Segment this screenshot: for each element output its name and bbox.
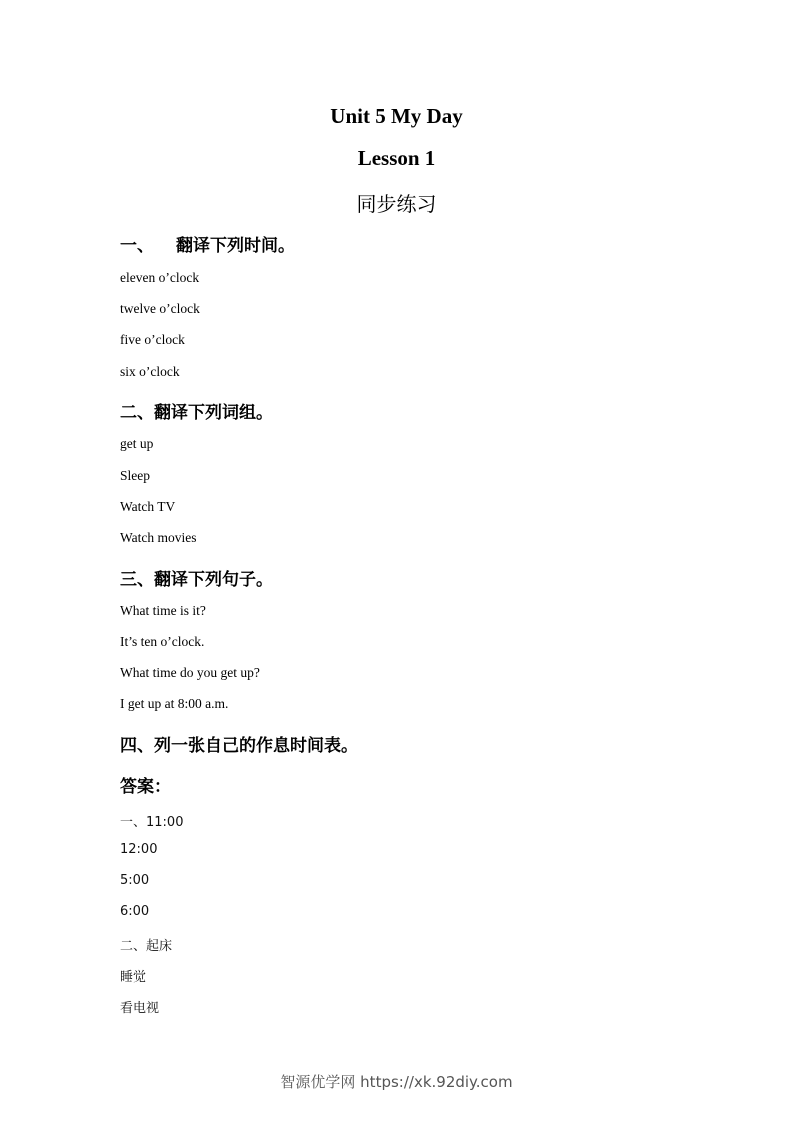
- answer-line: 5:00: [120, 873, 150, 888]
- section-2-item: Watch TV: [120, 499, 176, 514]
- section-1-item: twelve o’clock: [120, 301, 200, 316]
- answer-line: 6:00: [120, 904, 150, 919]
- section-2-item: Watch movies: [120, 530, 197, 545]
- section-1-title: 翻译下列时间。: [176, 236, 295, 256]
- answer-line: 看电视: [120, 1001, 160, 1016]
- section-1-item: six o’clock: [120, 364, 180, 379]
- section-4-heading: 四、列一张自己的作息时间表。: [120, 736, 358, 756]
- section-3-item: What time is it?: [120, 603, 206, 618]
- section-3-heading: 三、翻译下列句子。: [120, 570, 273, 590]
- document-title: Unit 5 My Day: [330, 104, 463, 128]
- answer-line: 一、11:00: [120, 815, 184, 830]
- answer-line: 二、起床: [120, 939, 173, 954]
- lesson-title: Lesson 1: [357, 146, 436, 170]
- section-3-item: I get up at 8:00 a.m.: [120, 696, 229, 711]
- answer-line: 睡觉: [120, 970, 147, 985]
- section-3-item: What time do you get up?: [120, 665, 260, 680]
- answer-line: 12:00: [120, 842, 158, 857]
- section-1-item: eleven o’clock: [120, 270, 200, 285]
- section-2-heading: 二、翻译下列词组。: [120, 403, 273, 423]
- section-3-item: It’s ten o’clock.: [120, 634, 205, 649]
- section-1-item: five o’clock: [120, 332, 185, 347]
- footer-watermark: 智源优学网 https://xk.92diy.com: [280, 1073, 513, 1091]
- section-1-number: 一、: [120, 236, 154, 256]
- section-1-heading: [120, 231, 295, 256]
- exercise-title: 同步练习: [356, 192, 437, 216]
- section-2-item: get up: [120, 436, 154, 451]
- section-2-item: Sleep: [120, 468, 150, 483]
- answers-heading: 答案：: [120, 777, 171, 797]
